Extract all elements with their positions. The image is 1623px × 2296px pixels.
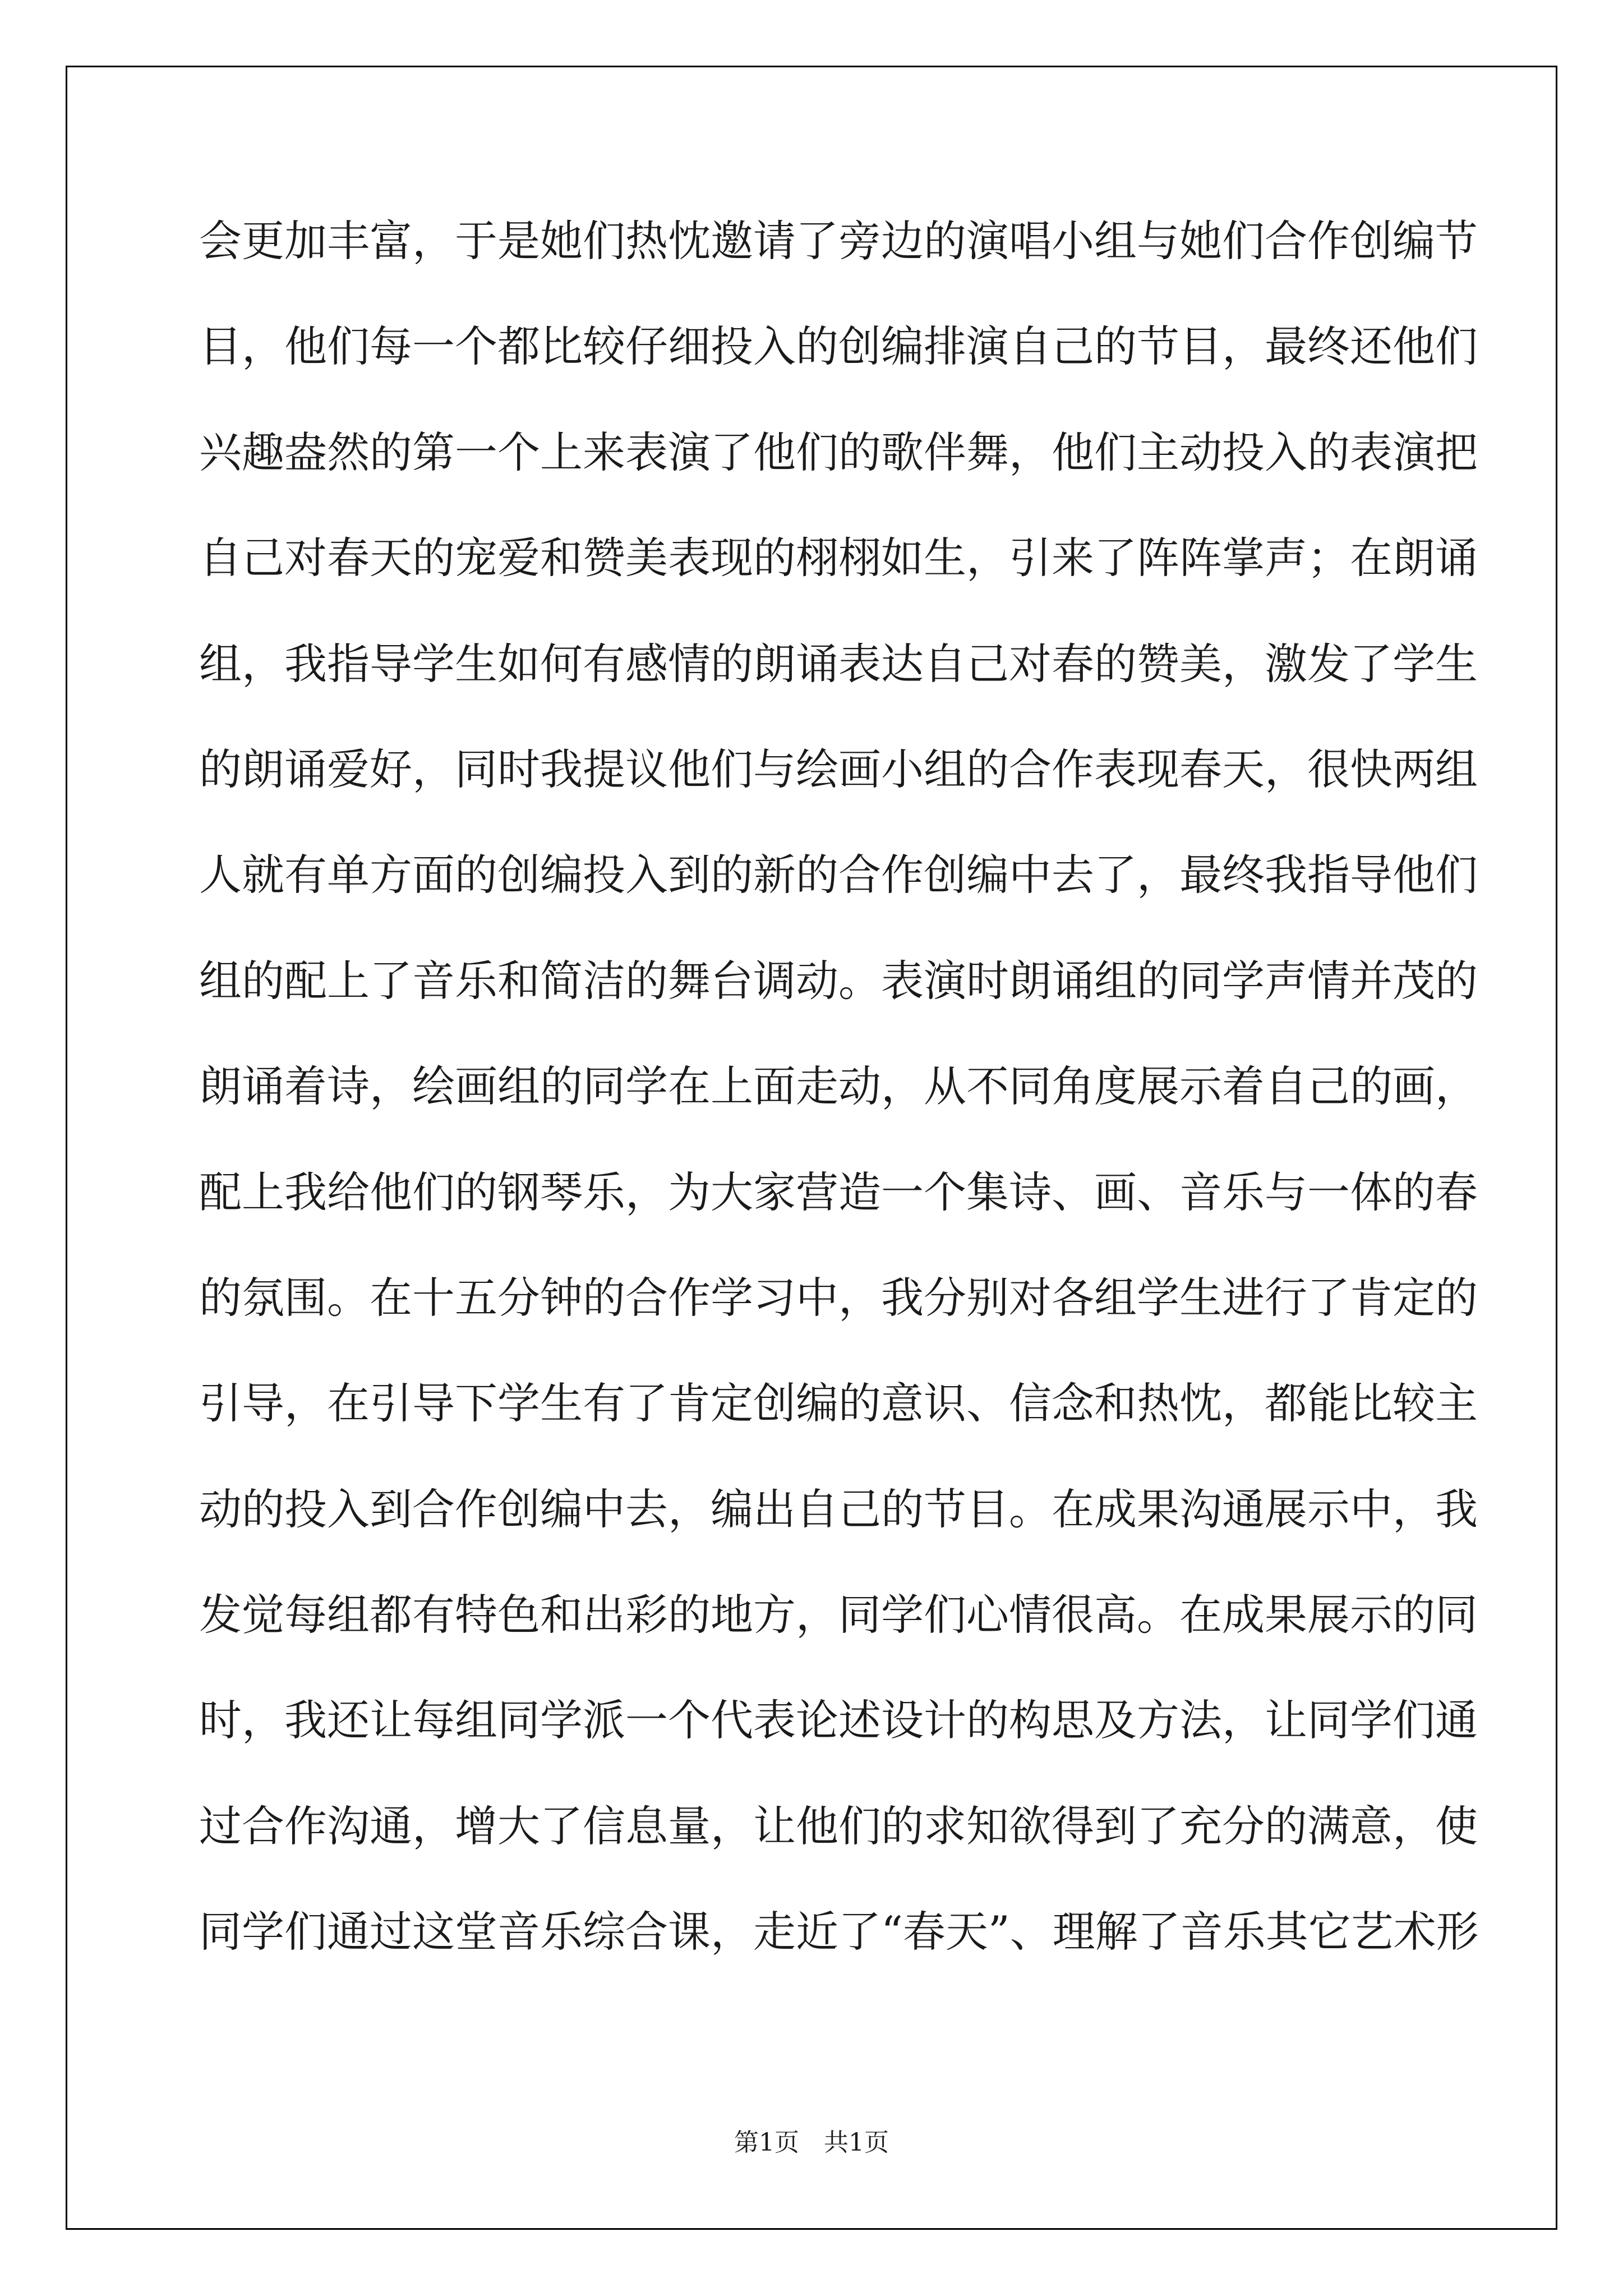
text-line: 人就有单方面的创编投入到的新的合作创编中去了，最终我指导他们: [199, 850, 1478, 900]
text-line: 时，我还让每组同学派一个代表论述设计的构思及方法，让同学们通: [199, 1695, 1478, 1746]
text-line: 过合作沟通，增大了信息量，让他们的求知欲得到了充分的满意，使: [199, 1801, 1478, 1851]
text-line: 的朗诵爱好，同时我提议他们与绘画小组的合作表现春天，很快两组: [199, 744, 1478, 794]
document-body: [199, 213, 1479, 2010]
page-number-footer: 第1页 共1页: [734, 2128, 889, 2157]
text-line: 自己对春天的宠爱和赞美表现的栩栩如生，引来了阵阵掌声；在朗诵: [199, 533, 1478, 583]
text-line: 组，我指导学生如何有感情的朗诵表达自己对春的赞美，激发了学生: [199, 638, 1478, 689]
text-line: 同学们通过这堂音乐综合课，走近了“春天”、理解了音乐其它艺术形: [199, 1907, 1479, 1957]
text-line: 的氛围。在十五分钟的合作学习中，我分别对各组学生进行了肯定的: [199, 1272, 1478, 1323]
text-line: 引导，在引导下学生有了肯定创编的意识、信念和热忱，都能比较主: [199, 1378, 1478, 1429]
text-line: 会更加丰富，于是她们热忱邀请了旁边的演唱小组与她们合作创编节: [199, 216, 1478, 266]
text-line: 组的配上了音乐和简洁的舞台调动。表演时朗诵组的同学声情并茂的: [199, 955, 1478, 1006]
text-line: 朗诵着诗，绘画组的同学在上面走动，从不同角度展示着自己的画，: [199, 1061, 1478, 1112]
text-line: 目，他们每一个都比较仔细投入的创编排演自己的节目，最终还他们: [199, 321, 1478, 372]
text-line: 配上我给他们的钢琴乐，为大家营造一个集诗、画、音乐与一体的春: [199, 1167, 1478, 1217]
text-line: 动的投入到合作创编中去，编出自己的节目。在成果沟通展示中，我: [199, 1484, 1478, 1534]
text-line: 兴趣盎然的第一个上来表演了他们的歌伴舞，他们主动投入的表演把: [199, 427, 1478, 477]
text-line: 发觉每组都有特色和出彩的地方，同学们心情很高。在成果展示的同: [199, 1590, 1478, 1640]
